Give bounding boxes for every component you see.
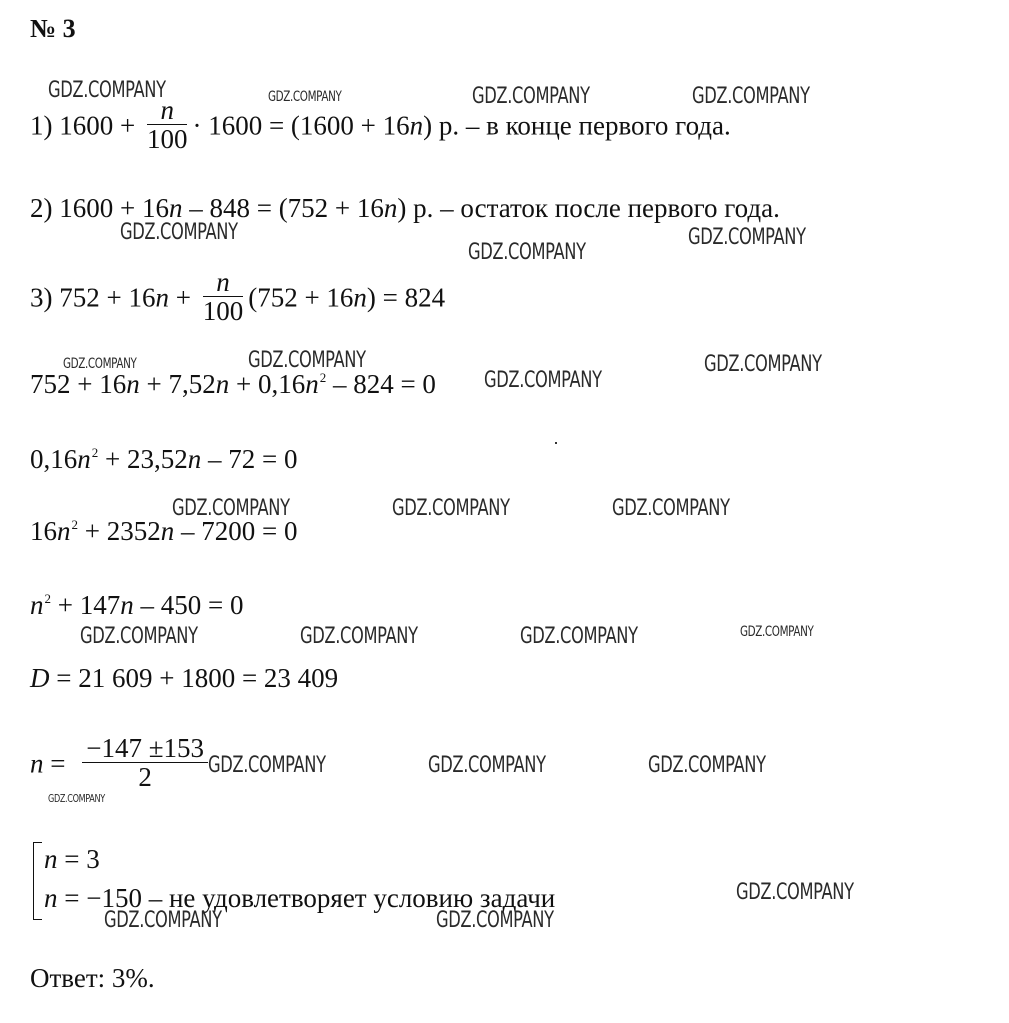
watermark: GDZ.COMPANY [208,753,326,778]
watermark: GDZ.COMPANY [520,624,638,649]
watermark: GDZ.COMPANY [63,356,137,372]
watermark: GDZ.COMPANY [612,496,730,521]
fraction-n-over-100: $\frac{n}{100}$ [146,95,188,154]
watermark: GDZ.COMPANY [648,753,766,778]
system-bracket [33,842,42,920]
watermark: GDZ.COMPANY [248,348,366,373]
watermark: GDZ.COMPANY [80,624,198,649]
watermark: GDZ.COMPANY [268,89,342,105]
discriminant: D = 21 609 + 1800 = 23 409 [30,663,339,693]
watermark: GDZ.COMPANY [704,352,822,377]
roots-formula: n = $\frac{-147 \pm 153}{2}$ [30,738,213,795]
step-1: 1) 1600 + $\frac{n}{100}$ · 1600 = (1600 + 16n) р. – в конце первого года. [30,95,731,154]
answer: Ответ: 3%. [30,963,155,993]
equation-quadratic-reduced: $n^2 + 147n - 450 = 0$ [30,590,244,620]
watermark: GDZ.COMPANY [392,496,510,521]
watermark: GDZ.COMPANY [740,624,814,640]
problem-number: № 3 [30,14,76,43]
watermark: GDZ.COMPANY [120,220,238,245]
equation-quadratic-integer: $16n^2 + 2352n - 7200 = 0$ [30,516,298,546]
watermark: GDZ.COMPANY [48,78,166,103]
watermark: GDZ.COMPANY [300,624,418,649]
equation-quadratic-decimal: $0,16n^2 + 23,52n - 72 = 0$ [30,444,298,474]
watermark: GDZ.COMPANY [48,792,105,805]
watermark: GDZ.COMPANY [692,84,810,109]
step-3: 3) 752 + 16n + $\frac{n}{100}$ (752 + 16n) = 824 [30,267,446,326]
stray-dot [555,442,557,444]
watermark: GDZ.COMPANY [172,496,290,521]
root-2: n = −150 – не удовлетворяет условию задачи [44,883,556,913]
watermark: GDZ.COMPANY [428,753,546,778]
watermark: GDZ.COMPANY [468,240,586,265]
watermark: GDZ.COMPANY [436,908,554,933]
watermark: GDZ.COMPANY [484,368,602,393]
watermark: GDZ.COMPANY [104,908,222,933]
watermark: GDZ.COMPANY [736,880,854,905]
equation-expanded: $752 + 16n + 7,52n + 0,16n^2 - 824 = 0$ [30,369,436,399]
root-1: n = 3 [44,844,100,874]
fraction-n-over-100: $\frac{n}{100}$ [202,267,244,326]
step-2: 2) 1600 + 16n – 848 = (752 + 16n) р. – остаток после первого года. [30,193,780,223]
watermark: GDZ.COMPANY [472,84,590,109]
roots-fraction: $\frac{-147 \pm 153}{2}$ [82,734,208,791]
watermark: GDZ.COMPANY [688,225,806,250]
